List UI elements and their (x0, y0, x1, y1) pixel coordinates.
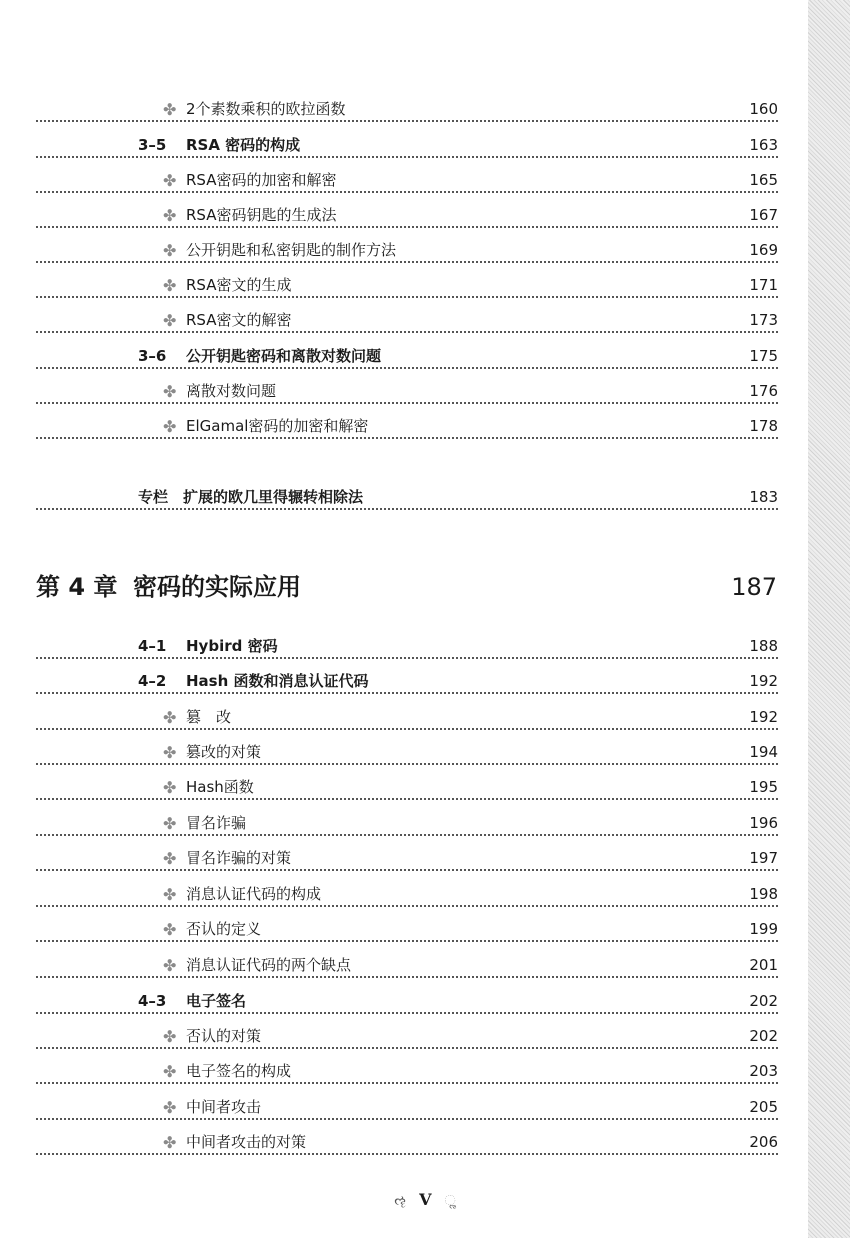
toc-entry-title: 公开钥匙密码和离散对数问题 (186, 347, 382, 365)
toc-entry-page: 178 (749, 417, 778, 435)
clover-icon: ✤ (163, 849, 177, 868)
toc-entry[interactable] (36, 415, 778, 439)
toc-entry-title: 冒名诈骗的对策 (186, 849, 292, 867)
toc-entry[interactable] (36, 274, 778, 298)
toc-entry-page: 165 (749, 171, 778, 189)
toc-entry[interactable] (36, 776, 778, 800)
toc-entry[interactable] (36, 812, 778, 836)
toc-entry[interactable] (36, 345, 778, 369)
toc-entry-title: ElGamal密码的加密和解密 (186, 417, 369, 435)
toc-entry[interactable] (36, 635, 778, 659)
toc-entry-title: 2个素数乘积的欧拉函数 (186, 100, 346, 118)
toc-entry-page: 163 (749, 136, 778, 154)
section-number: 3–6 (138, 347, 167, 365)
toc-entry-page: 199 (749, 920, 778, 938)
clover-icon: ✤ (163, 1133, 177, 1152)
toc-entry-page: 201 (749, 956, 778, 974)
clover-icon: ✤ (163, 417, 177, 436)
toc-entry-title: RSA密文的生成 (186, 276, 292, 294)
toc-entry-title: Hash 函数和消息认证代码 (186, 672, 369, 690)
toc-entry-page: 203 (749, 1062, 778, 1080)
clover-icon: ✤ (163, 1098, 177, 1117)
toc-entry-title: 扩展的欧几里得辗转相除法 (183, 488, 364, 506)
toc-entry-page: 206 (749, 1133, 778, 1151)
toc-entry-page: 197 (749, 849, 778, 867)
section-number: 3–5 (138, 136, 167, 154)
page-footer (0, 1190, 850, 1211)
footer-page-number: V (419, 1190, 432, 1209)
toc-entry[interactable] (36, 98, 778, 122)
toc-entry[interactable] (36, 1096, 778, 1120)
toc-entry-title: 中间者攻击的对策 (186, 1133, 307, 1151)
toc-entry[interactable] (36, 1025, 778, 1049)
toc-entry-page: 169 (749, 241, 778, 259)
toc-entry-title: 篡 改 (186, 708, 232, 726)
left-ornament-icon: ૡ (394, 1193, 407, 1209)
toc-entry-title: 消息认证代码的构成 (186, 885, 322, 903)
toc-entry-title: Hash函数 (186, 778, 254, 796)
toc-entry[interactable] (36, 990, 778, 1014)
toc-entry-page: 183 (749, 488, 778, 506)
clover-icon: ✤ (163, 743, 177, 762)
toc-entry-title: 否认的对策 (186, 1027, 262, 1045)
clover-icon: ✤ (163, 241, 177, 260)
toc-entry-title: Hybird 密码 (186, 637, 278, 655)
toc-entry[interactable] (36, 486, 778, 510)
toc-entry[interactable] (36, 134, 778, 158)
toc-entry-page: 198 (749, 885, 778, 903)
toc-entry[interactable] (36, 169, 778, 193)
toc-entry-page: 167 (749, 206, 778, 224)
toc-entry-page: 196 (749, 814, 778, 832)
toc-entry-title: RSA 密码的构成 (186, 136, 301, 154)
section-number: 4–3 (138, 992, 167, 1010)
section-number: 4–2 (138, 672, 167, 690)
toc-entry-page: 202 (749, 1027, 778, 1045)
toc-entry-title: RSA密文的解密 (186, 311, 292, 329)
clover-icon: ✤ (163, 100, 177, 119)
chapter-label: 第 4 章 (36, 573, 118, 601)
toc-entry[interactable] (36, 847, 778, 871)
toc-entry-title: 公开钥匙和私密钥匙的制作方法 (186, 241, 397, 259)
toc-entry-page: 188 (749, 637, 778, 655)
toc-entry-page: 192 (749, 672, 778, 690)
toc-entry-title: 消息认证代码的两个缺点 (186, 956, 352, 974)
toc-entry-page: 192 (749, 708, 778, 726)
toc-entry[interactable] (36, 706, 778, 730)
clover-icon: ✤ (163, 382, 177, 401)
chapter-title: 密码的实际应用 (133, 573, 301, 601)
clover-icon: ✤ (163, 1062, 177, 1081)
column-label: 专栏 (138, 488, 169, 506)
toc-entry-page: 205 (749, 1098, 778, 1116)
toc-entry-title: 中间者攻击 (186, 1098, 262, 1116)
toc-entry[interactable] (36, 309, 778, 333)
clover-icon: ✤ (163, 920, 177, 939)
toc-entry-title: RSA密码钥匙的生成法 (186, 206, 337, 224)
toc-entry[interactable] (36, 204, 778, 228)
toc-entry-title: 否认的定义 (186, 920, 262, 938)
toc-entry-title: 离散对数问题 (186, 382, 277, 400)
clover-icon: ✤ (163, 778, 177, 797)
toc-entry[interactable] (36, 1060, 778, 1084)
toc-entry[interactable] (36, 883, 778, 907)
clover-icon: ✤ (163, 885, 177, 904)
clover-icon: ✤ (163, 311, 177, 330)
toc-entry[interactable] (36, 239, 778, 263)
toc-entry-page: 176 (749, 382, 778, 400)
clover-icon: ✤ (163, 956, 177, 975)
toc-entry-page: 175 (749, 347, 778, 365)
page-edge-shadow (808, 0, 850, 1238)
right-ornament-icon: ૢ (444, 1193, 456, 1209)
clover-icon: ✤ (163, 276, 177, 295)
chapter-page-number: 187 (731, 573, 777, 601)
toc-entry-title: 篡改的对策 (186, 743, 262, 761)
toc-entry-page: 171 (749, 276, 778, 294)
toc-entry[interactable] (36, 1131, 778, 1155)
toc-entry[interactable] (36, 954, 778, 978)
toc-entry-title: 电子签名 (186, 992, 247, 1010)
toc-entry-page: 195 (749, 778, 778, 796)
toc-entry-page: 173 (749, 311, 778, 329)
toc-entry[interactable] (36, 741, 778, 765)
section-number: 4–1 (138, 637, 167, 655)
clover-icon: ✤ (163, 1027, 177, 1046)
toc-entry[interactable] (36, 918, 778, 942)
toc-entry[interactable] (36, 670, 778, 694)
toc-entry-page: 160 (749, 100, 778, 118)
toc-entry-page: 194 (749, 743, 778, 761)
toc-entry[interactable] (36, 380, 778, 404)
toc-entry-title: 冒名诈骗 (186, 814, 247, 832)
clover-icon: ✤ (163, 206, 177, 225)
toc-entry-title: RSA密码的加密和解密 (186, 171, 337, 189)
clover-icon: ✤ (163, 171, 177, 190)
toc-entry-page: 202 (749, 992, 778, 1010)
clover-icon: ✤ (163, 708, 177, 727)
toc-entry-title: 电子签名的构成 (186, 1062, 292, 1080)
clover-icon: ✤ (163, 814, 177, 833)
